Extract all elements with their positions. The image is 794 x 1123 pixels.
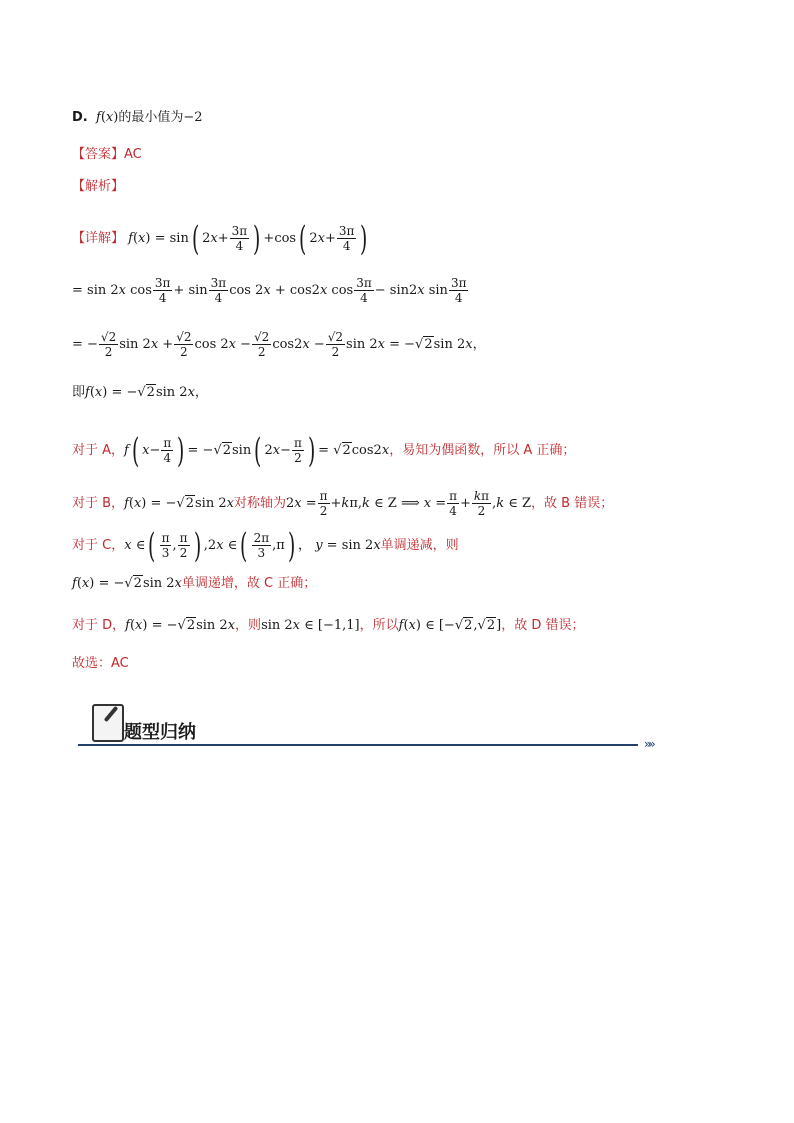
detail-line-2: = sin 2x cos $\frac{3\pi}{4}$ + sin $\frac{3\pi}{4}$ cos 2x + cos2x cos $\frac{3\pi}{4}$ − sin2x sin $\frac{3\pi}{4}$ xyxy=(72,276,467,305)
for-c-mid: 单调递减，则 xyxy=(380,538,459,553)
for-d-label: 对于 D， xyxy=(72,618,126,633)
section-header xyxy=(78,704,668,750)
section-title: 题型归纳 xyxy=(124,722,196,743)
answer-line xyxy=(72,145,694,165)
answer-label: 【答案】 xyxy=(72,147,125,162)
for-d-line: 对于 D，f(x) = −√2sin 2x，则sin 2x ∈ [−1,1]，所以f(x) ∈ [−√2,√2]，故 D 错误； xyxy=(72,618,585,633)
conclusion-line xyxy=(72,654,694,674)
ji-text: 即 xyxy=(72,385,86,400)
detail-line-3: = − $\frac{√2}{2}$ sin 2x + $\frac{√2}{2}$ cos 2x − $\frac{√2}{2}$ cos2x − $\frac{√2}{2}$ sin 2x = −√2sin 2x， xyxy=(72,330,486,359)
double-arrow-icon: »» xyxy=(644,737,653,751)
for-b-label: 对于 B， xyxy=(72,496,125,511)
for-c2-tail: 单调递增，故 C 正确； xyxy=(181,576,317,591)
analysis-label: 【解析】 xyxy=(72,179,125,194)
for-a-tail: ，易知为偶函数，所以 A 正确； xyxy=(389,443,576,458)
for-d-tail: ，故 D 错误； xyxy=(501,618,585,633)
notepad-pen-icon xyxy=(92,704,124,742)
for-d-mid: ，则 xyxy=(235,618,262,633)
for-b-tail: ，故 B 错误； xyxy=(531,496,614,511)
conclusion-value: AC xyxy=(111,656,129,671)
answer-value: AC xyxy=(124,147,142,162)
option-d-label: D. xyxy=(72,110,88,125)
option-d-text: 的最小值为 xyxy=(118,110,184,125)
for-a-line: 对于 A，f( x− $\frac{\pi}{4}$ ) = −√2sin( 2x− $\frac{\pi}{2}$ ) = √2cos2x，易知为偶函数，所以 A 正确； xyxy=(72,430,576,471)
section-divider xyxy=(78,744,638,746)
for-b-mid: 对称轴为 xyxy=(233,496,286,511)
detail-label: 【详解】 xyxy=(72,231,125,246)
for-c-line: 对于 C，x ∈( $\frac{\pi}{3}$ , $\frac{\pi}{2}$ ) ,2x ∈( $\frac{2\pi}{3}$ ,π) ， y = sin 2x单调递减，则 xyxy=(72,525,459,566)
option-d-line: D. f(x)的最小值为−2 xyxy=(72,110,203,125)
for-d-mid2: ，所以 xyxy=(359,618,399,633)
ji-line: 即f(x) = −√2sin 2x， xyxy=(72,385,208,400)
conclusion-label: 故选： xyxy=(72,656,112,671)
for-b-line: 对于 B，f(x) = −√2sin 2x对称轴为2x = $\frac{\pi}{2}$ +kπ,k ∈ Z ⟹ x = $\frac{\pi}{4}$ + $\frac{k\pi}{2}$ ,k ∈ Z，故 B 错误； xyxy=(72,489,614,518)
for-a-label: 对于 A， xyxy=(72,443,125,458)
for-c-label: 对于 C， xyxy=(72,538,125,553)
detail-line-1: 【详解】 f(x) = sin( 2x+ $\frac{3\pi}{4}$ ) +cos( 2x+ $\frac{3\pi}{4}$ ) xyxy=(72,218,368,259)
for-c-line-2: f(x) = −√2sin 2x单调递增，故 C 正确； xyxy=(72,576,317,591)
option-d-value: −2 xyxy=(183,110,203,125)
